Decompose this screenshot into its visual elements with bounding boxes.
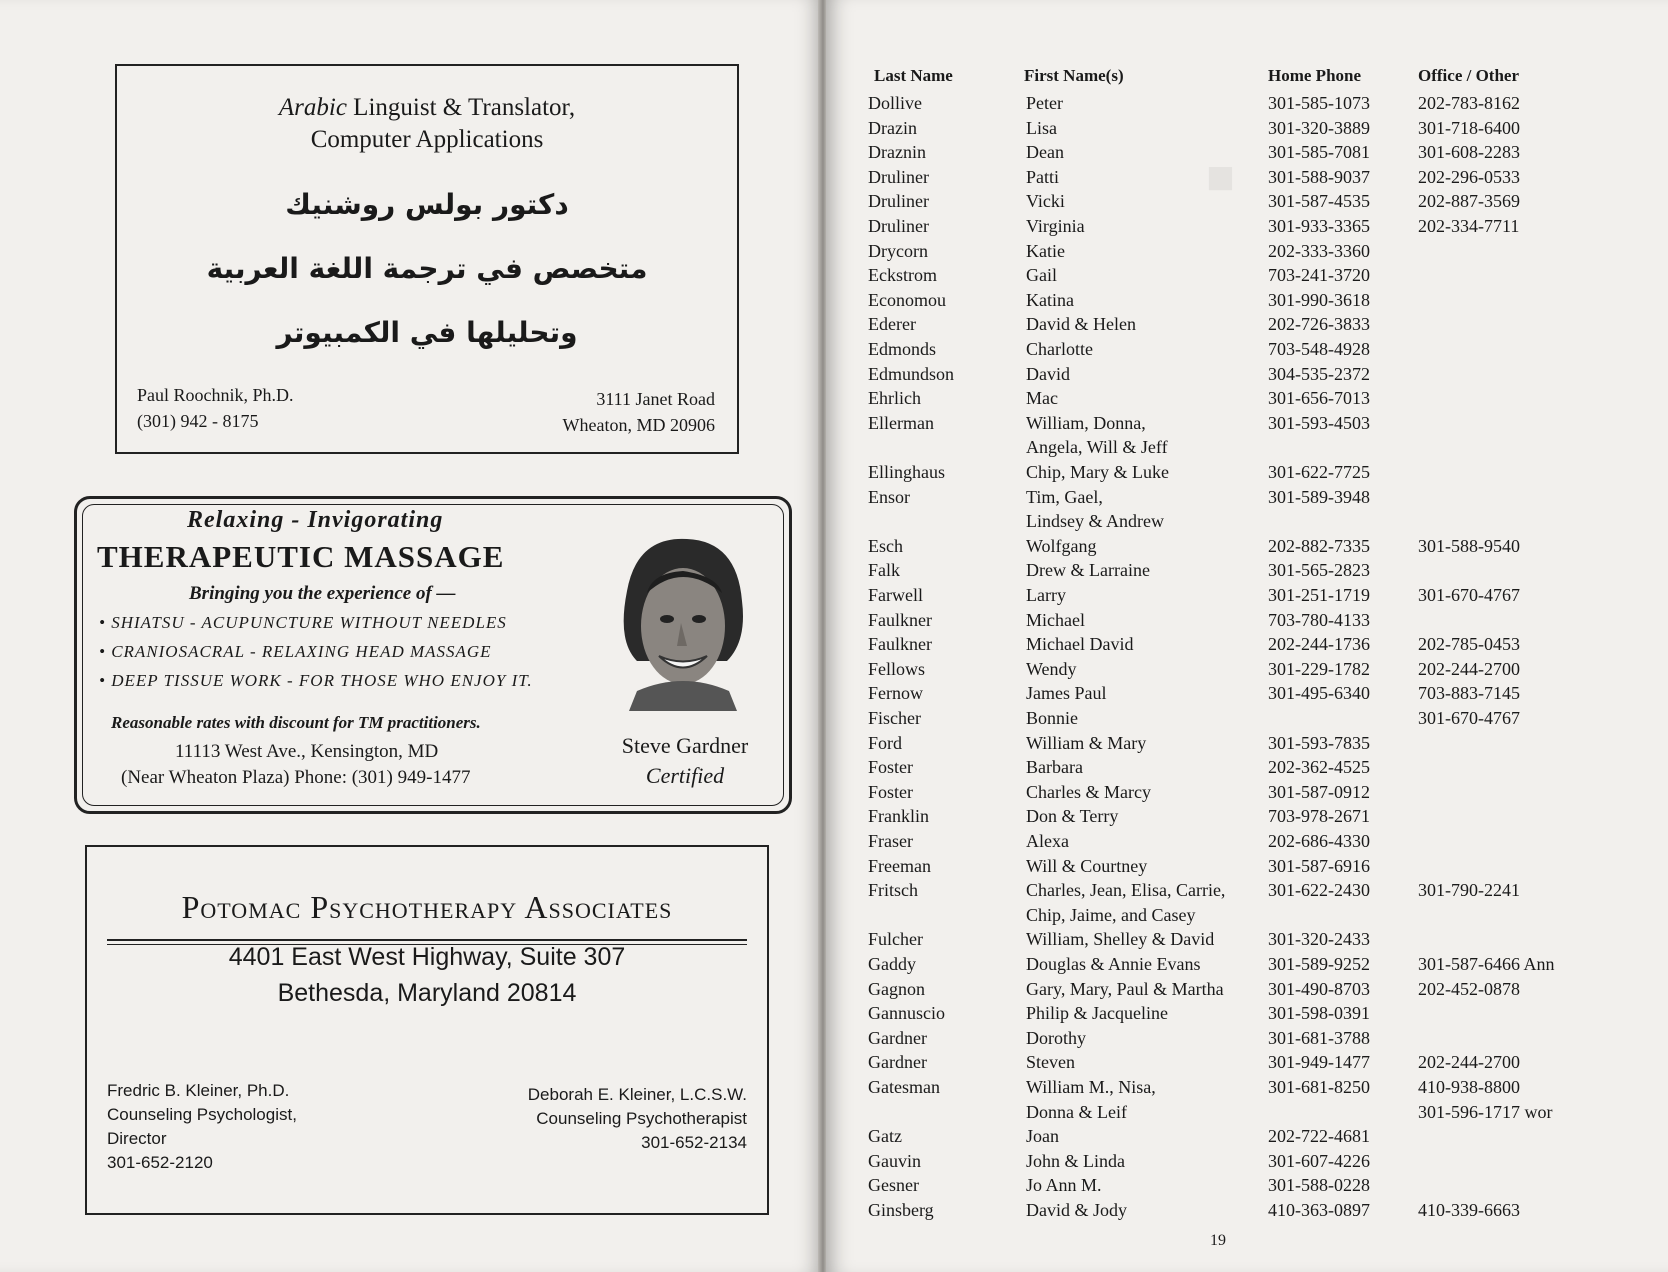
first-name-cell: Peter bbox=[1026, 93, 1063, 113]
table-row bbox=[868, 928, 1658, 950]
table-row bbox=[868, 707, 1658, 729]
last-name-cell: Gaddy bbox=[868, 954, 916, 974]
table-row bbox=[868, 1150, 1658, 1172]
table-row bbox=[868, 682, 1658, 704]
home-phone-cell: 301-251-1719 bbox=[1268, 585, 1370, 605]
table-row bbox=[868, 338, 1658, 360]
first-name-cell: Steven bbox=[1026, 1052, 1075, 1073]
table-row bbox=[868, 1027, 1658, 1049]
contact-title: Counseling Psychologist, bbox=[107, 1105, 297, 1124]
massage-bullet: • CRANIOSACRAL - RELAXING HEAD MASSAGE bbox=[99, 642, 492, 661]
last-name-cell: Fritsch bbox=[868, 880, 919, 901]
last-name-cell: Draznin bbox=[868, 142, 926, 163]
first-name-cell: Virginia bbox=[1026, 216, 1085, 236]
last-name-cell: Gardner bbox=[868, 1052, 927, 1073]
home-phone-cell: 301-949-1477 bbox=[1268, 1052, 1370, 1073]
home-phone-cell: 202-362-4525 bbox=[1268, 757, 1370, 778]
first-name-cell: Jo Ann M. bbox=[1026, 1175, 1102, 1196]
table-row bbox=[868, 535, 1658, 557]
office-phone-cell: 301-670-4767 bbox=[1418, 585, 1520, 605]
table-row bbox=[868, 1199, 1658, 1221]
table-row bbox=[868, 387, 1658, 409]
left-page bbox=[0, 0, 822, 1272]
home-phone-cell: 301-490-8703 bbox=[1268, 978, 1370, 999]
home-phone-cell: 301-656-7013 bbox=[1268, 388, 1370, 409]
header-first-names: First Name(s) bbox=[1024, 66, 1124, 85]
home-phone-cell: 301-593-4503 bbox=[1268, 412, 1370, 433]
linguist-ad-italic-word: Arabic bbox=[278, 94, 347, 121]
home-phone-cell: 703-548-4928 bbox=[1268, 339, 1370, 359]
table-row bbox=[868, 240, 1658, 262]
last-name-cell: Gannuscio bbox=[868, 1003, 945, 1024]
contact-title: Counseling Psychotherapist bbox=[536, 1109, 747, 1128]
divider bbox=[107, 939, 747, 941]
last-name-cell: Fischer bbox=[868, 708, 921, 728]
first-name-cell: Joan bbox=[1026, 1126, 1059, 1147]
portrait-photo bbox=[607, 531, 757, 711]
massage-rates: Reasonable rates with discount for TM practitioners. bbox=[111, 713, 481, 732]
massage-address-phone: (Near Wheaton Plaza) Phone: (301) 949-1477 bbox=[121, 767, 471, 788]
home-phone-cell: 202-244-1736 bbox=[1268, 634, 1370, 655]
table-row bbox=[868, 584, 1658, 606]
last-name-cell: Gardner bbox=[868, 1027, 927, 1048]
header-home-phone: Home Phone bbox=[1268, 66, 1362, 85]
first-name-cell: William, Donna, bbox=[1026, 412, 1146, 433]
arabic-name: دكتور بولس روشنيك bbox=[285, 188, 569, 221]
last-name-cell: Farwell bbox=[868, 585, 923, 605]
office-phone-cell: 301-790-2241 bbox=[1418, 880, 1520, 901]
potomac-address-line1: 4401 East West Highway, Suite 307 bbox=[228, 943, 626, 971]
last-name-cell: Gatz bbox=[868, 1126, 902, 1147]
last-name-cell: Fernow bbox=[868, 683, 923, 704]
table-row bbox=[868, 1076, 1658, 1098]
first-name-cell: William, Shelley & David bbox=[1026, 929, 1215, 950]
last-name-cell: Druliner bbox=[868, 216, 929, 236]
first-name-cell: Michael David bbox=[1026, 634, 1134, 655]
home-phone-cell: 703-780-4133 bbox=[1268, 609, 1370, 630]
first-name-cell: John & Linda bbox=[1026, 1150, 1125, 1171]
table-row bbox=[868, 166, 1658, 188]
office-phone-cell: 202-452-0878 bbox=[1418, 978, 1520, 999]
last-name-cell: Economou bbox=[868, 289, 946, 310]
table-row bbox=[868, 732, 1658, 754]
contact-phone: 301-652-2120 bbox=[107, 1153, 213, 1172]
last-name-cell: Gauvin bbox=[868, 1150, 921, 1171]
last-name-cell: Foster bbox=[868, 781, 913, 802]
table-row bbox=[868, 855, 1658, 877]
last-name-cell: Ellerman bbox=[868, 412, 934, 433]
first-name-cell: David & Jody bbox=[1026, 1200, 1127, 1220]
first-name-cell: Charlotte bbox=[1026, 339, 1093, 359]
home-phone-cell: 301-495-6340 bbox=[1268, 683, 1370, 704]
home-phone-cell: 301-589-3948 bbox=[1268, 486, 1370, 507]
first-name-cell: Chip, Mary & Luke bbox=[1026, 462, 1169, 482]
table-row bbox=[868, 609, 1658, 631]
office-phone-cell: 703-883-7145 bbox=[1418, 683, 1520, 704]
last-name-cell: Ensor bbox=[868, 486, 910, 507]
home-phone-cell: 301-622-7725 bbox=[1268, 462, 1370, 482]
first-name-cell: Michael bbox=[1026, 609, 1085, 630]
first-name-cell: Patti bbox=[1026, 166, 1060, 187]
table-row bbox=[868, 1125, 1658, 1147]
home-phone-cell: 301-607-4226 bbox=[1268, 1150, 1370, 1171]
last-name-cell: Faulkner bbox=[868, 609, 932, 630]
first-name-cell: Gail bbox=[1026, 265, 1057, 286]
potomac-address-line2: Bethesda, Maryland 20814 bbox=[277, 979, 577, 1007]
table-row bbox=[868, 412, 1658, 434]
arabic-line-3: وتحليلها في الكمبيوتر bbox=[276, 316, 578, 349]
contact-name: Deborah E. Kleiner, L.C.S.W. bbox=[527, 1085, 747, 1104]
practitioner-certified: Certified bbox=[645, 763, 725, 788]
first-name-cell: Donna & Leif bbox=[1026, 1101, 1127, 1122]
office-phone-cell: 202-887-3569 bbox=[1418, 191, 1520, 212]
linguist-ad-heading-rest: Linguist & Translator, bbox=[346, 94, 576, 121]
first-name-cell: Tim, Gael, bbox=[1026, 486, 1103, 507]
last-name-cell: Ford bbox=[868, 732, 903, 753]
table-row bbox=[868, 190, 1658, 212]
table-row bbox=[868, 510, 1658, 532]
home-phone-cell: 301-587-6916 bbox=[1268, 855, 1370, 876]
last-name-cell: Ginsberg bbox=[868, 1200, 934, 1220]
last-name-cell: Ederer bbox=[868, 314, 916, 335]
last-name-cell: Druliner bbox=[868, 191, 929, 212]
first-name-cell: Angela, Will & Jeff bbox=[1026, 437, 1168, 458]
practitioner-name: Steve Gardner bbox=[621, 733, 749, 758]
last-name-cell: Freeman bbox=[868, 855, 931, 876]
last-name-cell: Drazin bbox=[868, 117, 917, 138]
office-phone-cell: 202-783-8162 bbox=[1418, 93, 1520, 113]
linguist-contact bbox=[137, 382, 294, 434]
home-phone-cell: 301-229-1782 bbox=[1268, 658, 1370, 679]
office-phone-cell: 301-588-9540 bbox=[1418, 535, 1520, 556]
first-name-cell: Lindsey & Andrew bbox=[1026, 511, 1164, 532]
table-row bbox=[868, 1051, 1658, 1073]
home-phone-cell: 304-535-2372 bbox=[1268, 363, 1370, 384]
massage-bullet: • DEEP TISSUE WORK - FOR THOSE WHO ENJOY IT. bbox=[99, 671, 533, 690]
table-row bbox=[868, 1174, 1658, 1196]
last-name-cell: Druliner bbox=[868, 166, 929, 187]
last-name-cell: Edmundson bbox=[868, 363, 955, 384]
first-name-cell: James Paul bbox=[1026, 683, 1107, 704]
first-name-cell: Drew & Larraine bbox=[1026, 560, 1150, 581]
table-row bbox=[868, 1101, 1658, 1123]
table-row bbox=[868, 289, 1658, 311]
last-name-cell: Esch bbox=[868, 535, 903, 556]
home-phone-cell: 301-585-1073 bbox=[1268, 93, 1370, 113]
first-name-cell: Vicki bbox=[1026, 191, 1065, 212]
table-row bbox=[868, 215, 1658, 237]
last-name-cell: Edmonds bbox=[868, 339, 937, 359]
office-phone-cell: 301-596-1717 wor bbox=[1418, 1101, 1553, 1122]
linguist-phone: (301) 942 - 8175 bbox=[137, 411, 259, 431]
last-name-cell: Fellows bbox=[868, 658, 926, 679]
home-phone-cell: 202-722-4681 bbox=[1268, 1126, 1370, 1147]
home-phone-cell: 301-933-3365 bbox=[1268, 216, 1370, 236]
massage-bullet: • SHIATSU - ACUPUNCTURE WITHOUT NEEDLES bbox=[99, 613, 507, 632]
first-name-cell: Charles & Marcy bbox=[1026, 781, 1151, 802]
first-name-cell: Dorothy bbox=[1026, 1027, 1086, 1048]
home-phone-cell: 301-588-0228 bbox=[1268, 1175, 1370, 1196]
last-name-cell: Franklin bbox=[868, 806, 929, 827]
table-row bbox=[868, 436, 1658, 458]
first-name-cell: Larry bbox=[1026, 585, 1066, 605]
contact-role: Director bbox=[107, 1129, 167, 1148]
office-phone-cell: 301-718-6400 bbox=[1418, 117, 1520, 138]
home-phone-cell: 410-363-0897 bbox=[1268, 1200, 1370, 1220]
office-phone-cell: 301-608-2283 bbox=[1418, 142, 1520, 163]
first-name-cell: Douglas & Annie Evans bbox=[1026, 954, 1201, 974]
potomac-title: Potomac Psychotherapy Associates bbox=[181, 889, 673, 925]
potomac-ad bbox=[85, 845, 769, 1215]
first-name-cell: Katie bbox=[1026, 240, 1065, 261]
first-name-cell: Gary, Mary, Paul & Martha bbox=[1026, 978, 1224, 999]
office-phone-cell: 202-785-0453 bbox=[1418, 634, 1520, 655]
massage-address: 11113 West Ave., Kensington, MD bbox=[175, 741, 439, 762]
last-name-cell: Falk bbox=[868, 560, 901, 581]
table-row bbox=[868, 486, 1658, 508]
last-name-cell: Eckstrom bbox=[868, 265, 937, 286]
last-name-cell: Ehrlich bbox=[868, 388, 921, 409]
table-row bbox=[868, 92, 1658, 114]
last-name-cell: Gesner bbox=[868, 1175, 919, 1196]
office-phone-cell: 202-244-2700 bbox=[1418, 1052, 1520, 1073]
table-row bbox=[868, 633, 1658, 655]
first-name-cell: Katina bbox=[1026, 289, 1074, 310]
office-phone-cell: 202-244-2700 bbox=[1418, 658, 1520, 679]
contact-name: Fredric B. Kleiner, Ph.D. bbox=[107, 1081, 290, 1100]
first-name-cell: Wolfgang bbox=[1026, 535, 1097, 556]
office-phone-cell: 301-670-4767 bbox=[1418, 708, 1520, 728]
home-phone-cell: 202-726-3833 bbox=[1268, 314, 1370, 335]
first-name-cell: David bbox=[1026, 363, 1070, 384]
first-name-cell: Charles, Jean, Elisa, Carrie, bbox=[1026, 880, 1226, 901]
home-phone-cell: 703-241-3720 bbox=[1268, 265, 1370, 286]
bleed-through: ■ bbox=[1206, 151, 1235, 204]
table-row bbox=[868, 978, 1658, 1000]
table-row bbox=[868, 313, 1658, 335]
first-name-cell: Don & Terry bbox=[1026, 806, 1119, 827]
massage-subhead: Bringing you the experience of — bbox=[189, 583, 456, 604]
massage-ad bbox=[74, 496, 792, 814]
linguist-address bbox=[563, 386, 715, 438]
table-row bbox=[868, 264, 1658, 286]
table-row bbox=[868, 879, 1658, 901]
massage-headline: THERAPEUTIC MASSAGE bbox=[97, 539, 505, 574]
home-phone-cell: 301-588-9037 bbox=[1268, 166, 1370, 187]
last-name-cell: Faulkner bbox=[868, 634, 932, 655]
home-phone-cell: 703-978-2671 bbox=[1268, 806, 1370, 827]
linguist-address-line2: Wheaton, MD 20906 bbox=[562, 415, 715, 435]
massage-tagline: Relaxing - Invigorating bbox=[187, 507, 444, 533]
table-row bbox=[868, 830, 1658, 852]
home-phone-cell: 301-681-8250 bbox=[1268, 1077, 1370, 1097]
last-name-cell: Fulcher bbox=[868, 929, 923, 950]
header-office-other: Office / Other bbox=[1418, 66, 1520, 85]
table-row bbox=[868, 904, 1658, 926]
first-name-cell: William & Mary bbox=[1026, 732, 1147, 753]
linguist-ad bbox=[115, 64, 739, 454]
home-phone-cell: 301-622-2430 bbox=[1268, 880, 1370, 901]
home-phone-cell: 202-882-7335 bbox=[1268, 535, 1370, 556]
table-row bbox=[868, 781, 1658, 803]
first-name-cell: David & Helen bbox=[1026, 314, 1136, 335]
potomac-contact-1 bbox=[107, 1079, 297, 1175]
linguist-ad-subheading: Computer Applications bbox=[310, 126, 544, 153]
potomac-contact-2 bbox=[528, 1083, 747, 1155]
table-row bbox=[868, 953, 1658, 975]
contact-phone: 301-652-2134 bbox=[641, 1133, 747, 1152]
table-row bbox=[868, 141, 1658, 163]
home-phone-cell: 202-686-4330 bbox=[1268, 831, 1370, 851]
home-phone-cell: 202-333-3360 bbox=[1268, 240, 1370, 261]
home-phone-cell: 301-598-0391 bbox=[1268, 1003, 1370, 1024]
first-name-cell: William M., Nisa, bbox=[1026, 1077, 1156, 1097]
last-name-cell: Foster bbox=[868, 757, 913, 778]
linguist-ad-heading bbox=[117, 94, 737, 122]
first-name-cell: Will & Courtney bbox=[1026, 855, 1148, 876]
page-number: 19 bbox=[1210, 1232, 1226, 1249]
home-phone-cell: 301-593-7835 bbox=[1268, 732, 1370, 753]
home-phone-cell: 301-990-3618 bbox=[1268, 289, 1370, 310]
table-row bbox=[868, 1002, 1658, 1024]
last-name-cell: Gagnon bbox=[868, 978, 925, 999]
first-name-cell: Philip & Jacqueline bbox=[1026, 1003, 1168, 1024]
home-phone-cell: 301-585-7081 bbox=[1268, 142, 1370, 163]
home-phone-cell: 301-320-2433 bbox=[1268, 929, 1370, 950]
first-name-cell: Bonnie bbox=[1026, 708, 1078, 728]
linguist-name: Paul Roochnik, Ph.D. bbox=[137, 385, 294, 405]
last-name-cell: Gatesman bbox=[868, 1077, 940, 1097]
home-phone-cell: 301-587-4535 bbox=[1268, 191, 1370, 212]
table-row bbox=[868, 658, 1658, 680]
header-last-name: Last Name bbox=[874, 66, 953, 85]
first-name-cell: Dean bbox=[1026, 142, 1064, 163]
home-phone-cell: 301-589-9252 bbox=[1268, 954, 1370, 974]
first-name-cell: Alexa bbox=[1026, 831, 1069, 851]
table-row bbox=[868, 805, 1658, 827]
first-name-cell: Mac bbox=[1026, 388, 1058, 409]
last-name-cell: Drycorn bbox=[868, 240, 928, 261]
home-phone-cell: 301-587-0912 bbox=[1268, 781, 1370, 802]
first-name-cell: Lisa bbox=[1026, 117, 1057, 138]
table-row bbox=[868, 117, 1658, 139]
office-phone-cell: 202-334-7711 bbox=[1418, 216, 1520, 236]
office-phone-cell: 410-938-8800 bbox=[1418, 1077, 1520, 1097]
last-name-cell: Ellinghaus bbox=[868, 462, 945, 482]
table-row bbox=[868, 756, 1658, 778]
office-phone-cell: 202-296-0533 bbox=[1418, 166, 1520, 187]
office-phone-cell: 301-587-6466 Ann bbox=[1418, 954, 1555, 974]
office-phone-cell: 410-339-6663 bbox=[1418, 1200, 1520, 1220]
arabic-line-2: متخصص في ترجمة اللغة العربية bbox=[206, 252, 648, 285]
home-phone-cell: 301-565-2823 bbox=[1268, 560, 1370, 581]
last-name-cell: Dollive bbox=[868, 93, 922, 113]
table-row bbox=[868, 363, 1658, 385]
table-row bbox=[868, 559, 1658, 581]
home-phone-cell: 301-320-3889 bbox=[1268, 117, 1370, 138]
first-name-cell: Chip, Jaime, and Casey bbox=[1026, 904, 1196, 925]
home-phone-cell: 301-681-3788 bbox=[1268, 1027, 1370, 1048]
linguist-address-line1: 3111 Janet Road bbox=[596, 389, 715, 409]
last-name-cell: Fraser bbox=[868, 831, 913, 851]
table-row bbox=[868, 461, 1658, 483]
first-name-cell: Wendy bbox=[1026, 658, 1077, 679]
first-name-cell: Barbara bbox=[1026, 757, 1083, 778]
